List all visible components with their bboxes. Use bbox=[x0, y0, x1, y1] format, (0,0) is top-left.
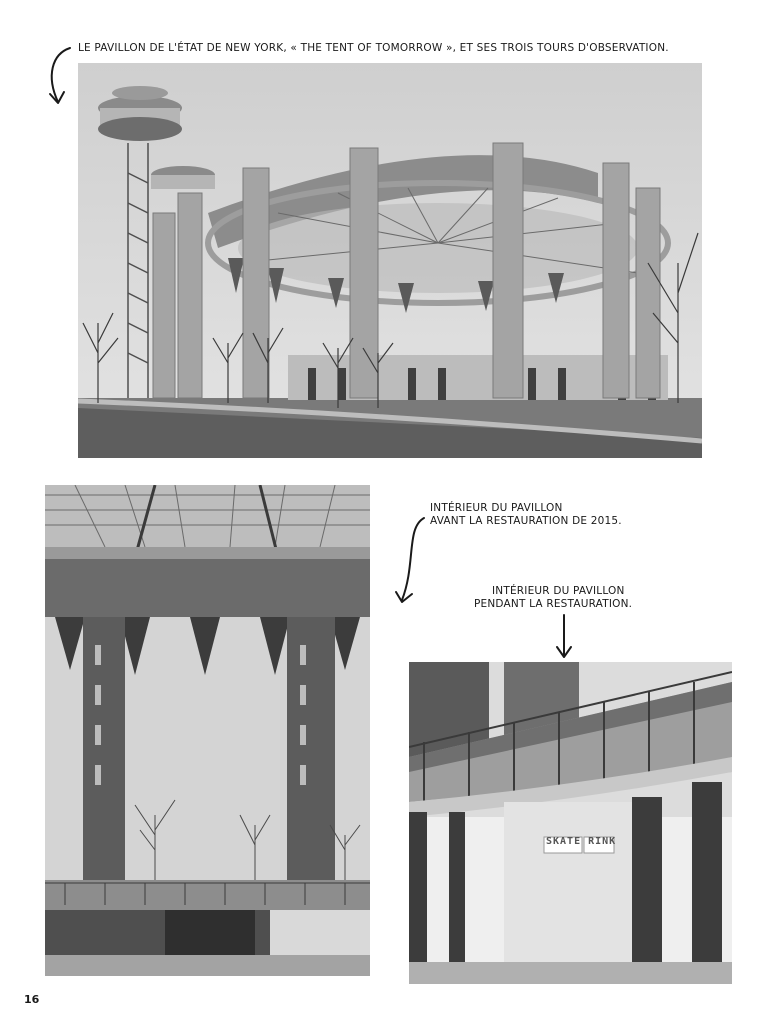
caption-interior-during-line1: INTÉRIEUR DU PAVILLON bbox=[492, 585, 625, 597]
caption-interior-during-line2: PENDANT LA RESTAURATION. bbox=[474, 598, 633, 610]
photo-interior-during bbox=[409, 662, 732, 984]
caption-interior-before-line2: AVANT LA RESTAURATION DE 2015. bbox=[430, 515, 622, 527]
curved-arrow-icon bbox=[42, 44, 74, 110]
down-arrow-icon bbox=[554, 613, 574, 659]
caption-pavilion: LE PAVILLON DE L'ÉTAT DE NEW YORK, « THE TENT OF TOMORROW », ET SES TROIS TOURS D'OBSERVATION. bbox=[78, 42, 669, 54]
page-number: 16 bbox=[24, 993, 40, 1006]
photo-interior-before bbox=[45, 485, 370, 976]
caption-interior-before-line1: INTÉRIEUR DU PAVILLON bbox=[430, 502, 563, 514]
skate-rink-sign: SKATE RINK bbox=[546, 836, 617, 847]
curved-arrow-icon bbox=[392, 514, 428, 606]
photo-pavilion-exterior bbox=[78, 63, 702, 458]
